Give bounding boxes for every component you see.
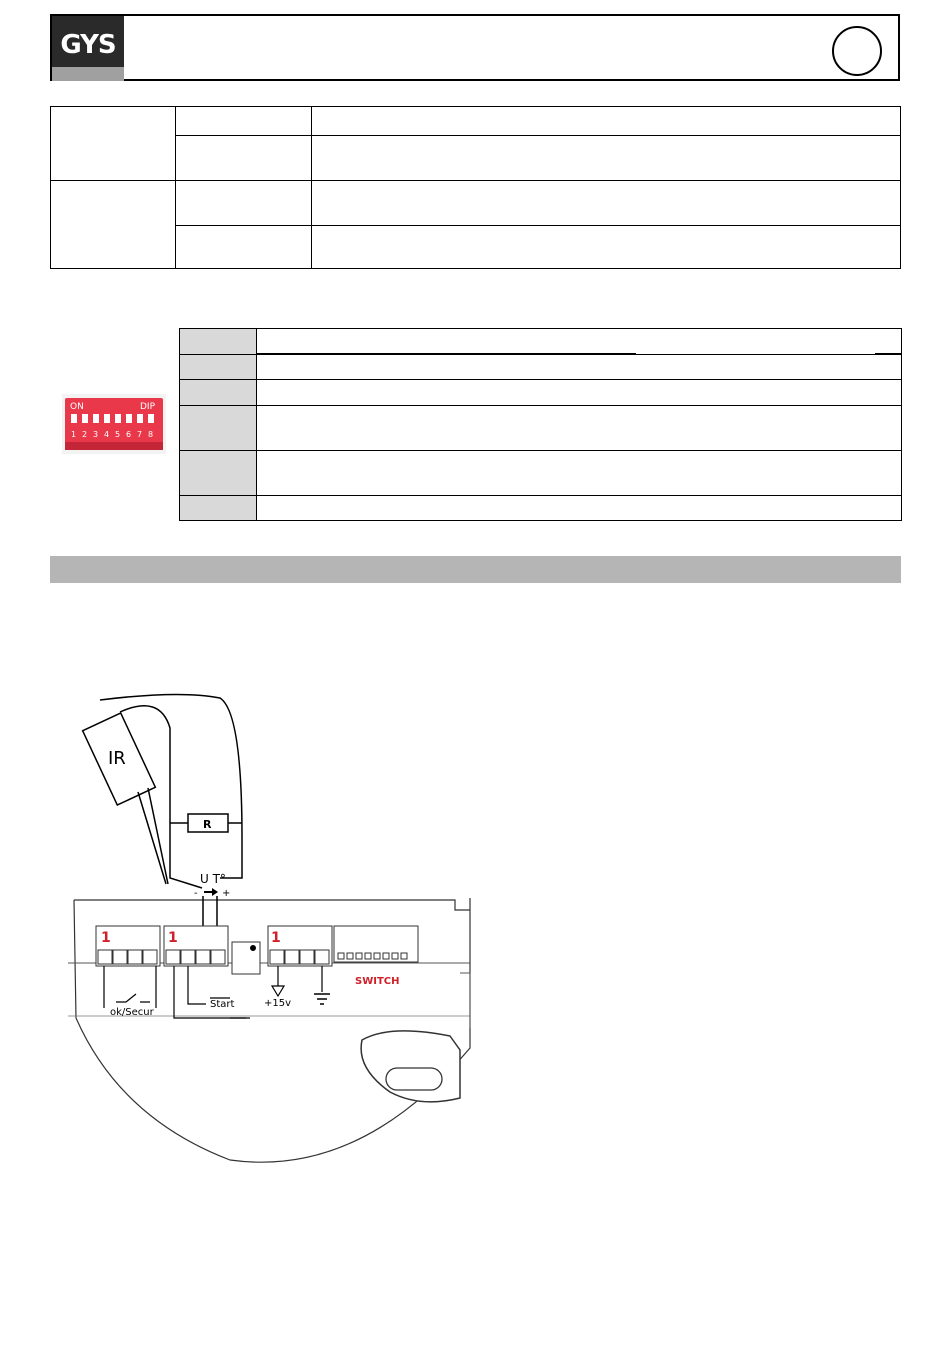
logo-bar <box>52 67 124 81</box>
specs-table <box>50 106 901 269</box>
language-circle-icon <box>832 26 882 76</box>
dip-switch-image <box>62 394 166 454</box>
table-row-line <box>180 450 901 451</box>
table-divider <box>256 329 257 520</box>
underline <box>256 353 636 354</box>
table-row-line <box>180 379 901 380</box>
connector-block-2 <box>164 926 228 966</box>
connector-number: 1 <box>101 930 111 946</box>
start-label: Start <box>210 999 235 1010</box>
ir-label: IR <box>108 748 126 769</box>
connector-number: 1 <box>271 930 281 946</box>
table-label-column <box>180 329 256 520</box>
dip-number: 5 <box>115 430 121 439</box>
table-row-line <box>180 495 901 496</box>
dip-on-label: ON <box>70 402 84 412</box>
document-header <box>50 14 900 81</box>
dip-settings-table <box>179 328 902 521</box>
dip-number: 7 <box>137 430 143 439</box>
resistor <box>170 814 242 832</box>
dip-dip-label: DIP <box>140 402 156 412</box>
table-row-line <box>180 354 901 355</box>
connector-block-3 <box>268 926 332 966</box>
v15-label: +15v <box>264 998 292 1009</box>
connector-block-1 <box>96 926 160 966</box>
ground-icon <box>314 994 330 1004</box>
dip-number: 4 <box>104 430 110 439</box>
ok-secur-label: ok/Secur <box>110 1007 154 1018</box>
dip-number: 3 <box>93 430 99 439</box>
minus-label: - <box>194 888 198 899</box>
plus-label: + <box>222 888 231 899</box>
dip-number: 2 <box>82 430 88 439</box>
table-row-line <box>51 180 900 181</box>
dip-number: 8 <box>148 430 154 439</box>
wiring-diagram <box>60 688 480 1168</box>
gys-logo <box>52 16 124 81</box>
table-row-line <box>175 135 900 136</box>
jumper-component <box>232 942 260 974</box>
section-title-bar <box>50 556 901 583</box>
logo-text: GYS <box>60 30 116 60</box>
connector-number: 1 <box>168 930 178 946</box>
table-divider <box>311 107 312 268</box>
dip-switch-on-board <box>334 926 418 987</box>
dip-number: 6 <box>126 430 132 439</box>
ut-label: U T° <box>200 872 226 886</box>
dip-number: 1 <box>71 430 77 439</box>
switch-label: SWITCH <box>355 976 400 987</box>
table-row-line <box>180 405 901 406</box>
table-row-line <box>175 225 900 226</box>
table-divider <box>175 107 176 268</box>
resistor-label: R <box>203 818 212 831</box>
ir-sensor <box>83 713 168 884</box>
underline <box>875 353 901 354</box>
